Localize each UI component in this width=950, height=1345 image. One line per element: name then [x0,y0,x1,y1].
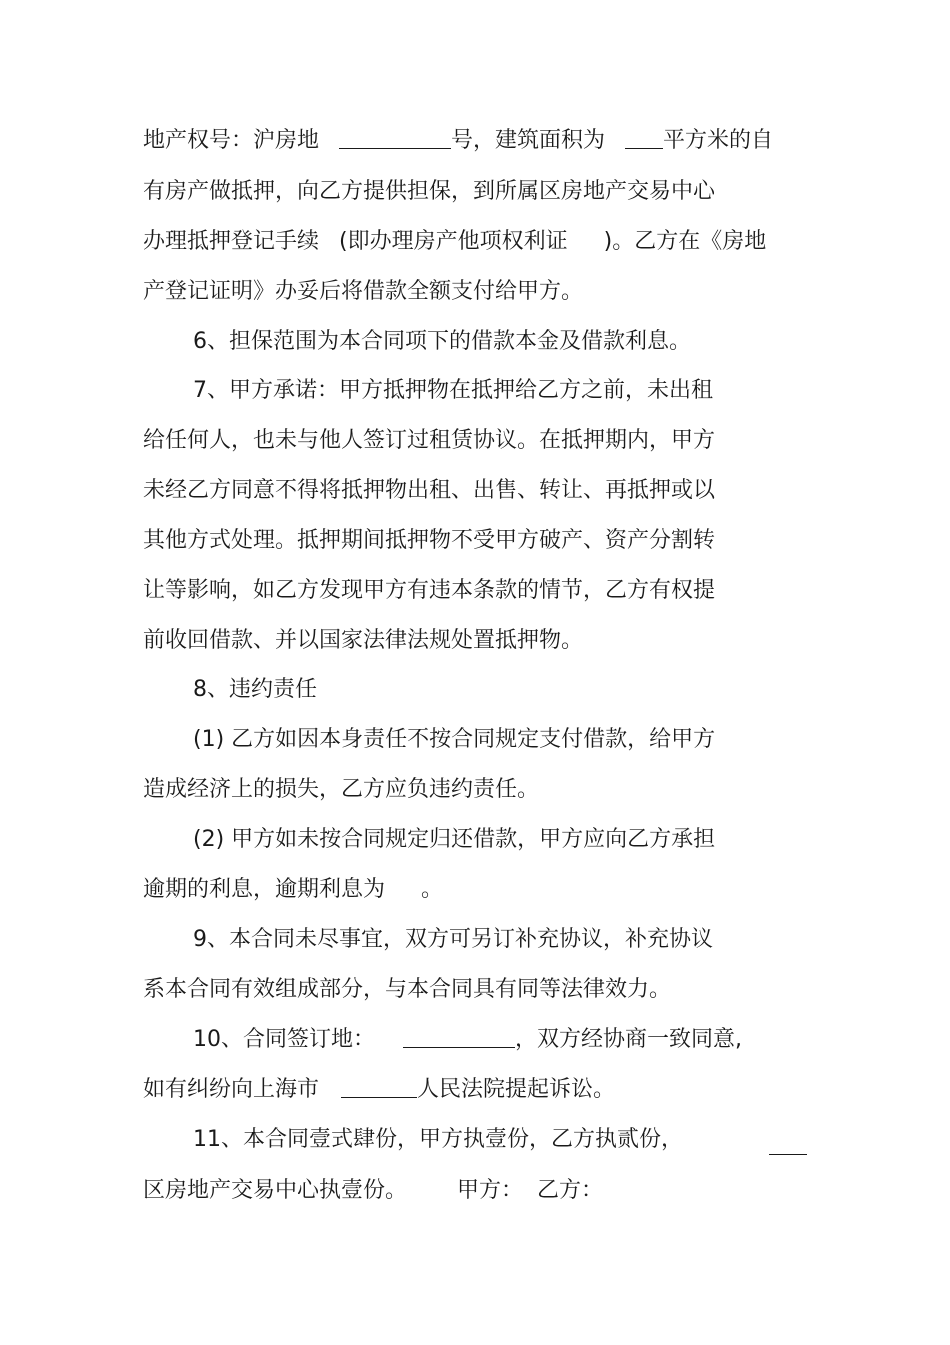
p10-line-1 [193,1024,742,1056]
p8-1-line-2: 造成经济上的损失，乙方应负违约责任。 [143,777,540,802]
p7-line-1: 7、甲方承诺：甲方抵押物在抵押给乙方之前，未出租 [193,378,713,403]
p5-line-4: 产登记证明》办妥后将借款全额支付给甲方。 [143,279,584,304]
text: )。乙方在《房地 [603,229,767,254]
blank-signing-place [403,1027,515,1048]
p7-line-4: 其他方式处理。抵押期间抵押物不受甲方破产、资产分割转 [143,528,716,553]
p8-2-line-1: (2) 甲方如未按合同规定归还借款，甲方应向乙方承担 [193,827,716,852]
p11-line-2 [143,1175,603,1207]
p11-line-1: 11、本合同壹式肆份，甲方执壹份，乙方执贰份， [193,1127,683,1152]
text: 10、合同签订地： [193,1027,375,1052]
text: 逾期的利息，逾期利息为 [143,877,386,902]
text: ，双方经协商一致同意, [515,1027,742,1052]
p7-line-2: 给任何人，也未与他人签订过租赁协议。在抵押期内，甲方 [143,428,716,453]
p5-line-3 [143,226,766,258]
p5-line-2: 有房产做抵押，向乙方提供担保，到所属区房地产交易中心 [143,179,716,204]
blank-area [625,128,663,149]
party-b-label: 乙方： [537,1178,604,1203]
p7-line-6: 前收回借款、并以国家法律法规处置抵押物。 [143,628,584,653]
blank-property-number [339,128,451,149]
p6-line-1: 6、担保范围为本合同项下的借款本金及借款利息。 [193,329,691,354]
p10-line-2 [143,1074,615,1106]
text: 地产权号：沪房地 [143,128,320,153]
p9-line-1: 9、本合同未尽事宜，双方可另订补充协议，补充协议 [193,927,713,952]
text: 如有纠纷向上海市 [143,1077,320,1102]
text: 人民法院提起诉讼。 [417,1077,616,1102]
party-a-label: 甲方： [457,1178,524,1203]
p9-line-2: 系本合同有效组成部分，与本合同具有同等法律效力。 [143,977,672,1002]
p8-heading: 8、违约责任 [193,677,317,702]
blank-district [769,1134,807,1155]
p5-line-1 [143,125,773,157]
p7-line-5: 让等影响，如乙方发现甲方有违本条款的情节，乙方有权提 [143,578,716,603]
text: (即办理房产他项权利证 [339,229,568,254]
text: 区房地产交易中心执壹份。 [143,1178,408,1203]
p7-line-3: 未经乙方同意不得将抵押物出租、出售、转让、再抵押或以 [143,478,716,503]
text: 号，建筑面积为 [451,128,606,153]
text: 平方米的自 [663,128,774,153]
p8-2-line-2 [143,874,443,906]
blank-court [341,1077,417,1098]
text: 。 [421,877,444,902]
text: 办理抵押登记手续 [143,229,320,254]
p8-1-line-1: (1) 乙方如因本身责任不按合同规定支付借款，给甲方 [193,727,716,752]
